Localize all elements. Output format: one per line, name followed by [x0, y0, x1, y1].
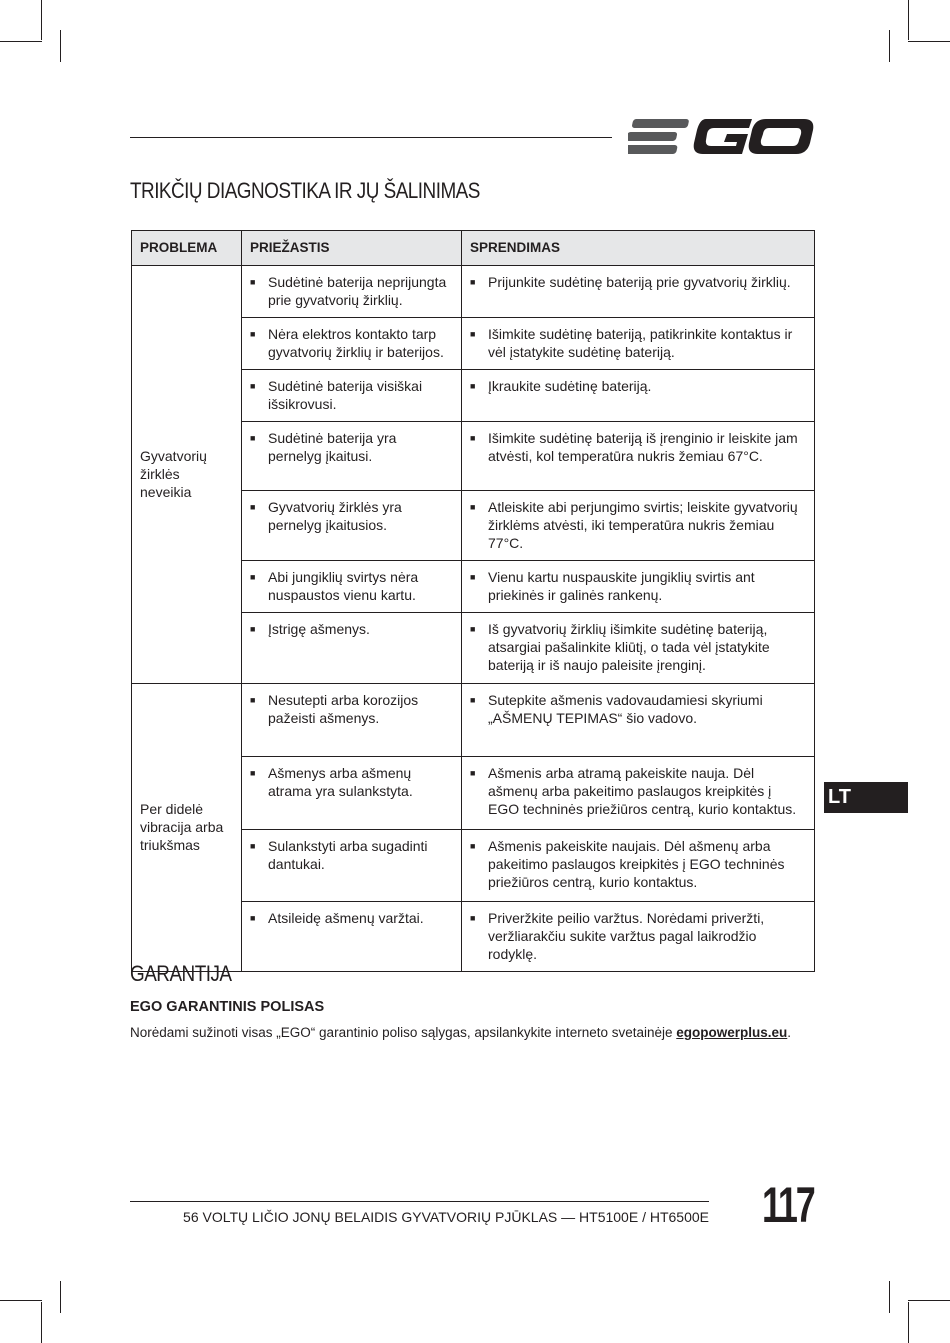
- bullet-icon: ■: [470, 381, 476, 391]
- solution-cell: ■ Išimkite sudėtinę bateriją, patikrinkite kontaktus ir vėl įstatykite sudėtinę bateriją.: [462, 318, 815, 370]
- bullet-icon: ■: [470, 913, 476, 923]
- cause-cell: ■ Įstrigę ašmenys.: [242, 613, 462, 684]
- cause-cell: ■ Sudėtinė baterija visiškai išsikrovusi.: [242, 370, 462, 422]
- bullet-icon: ■: [250, 841, 256, 851]
- bullet-icon: ■: [470, 768, 476, 778]
- bullet-icon: ■: [470, 277, 476, 287]
- bullet-icon: ■: [250, 329, 256, 339]
- bullet-icon: ■: [470, 624, 476, 634]
- table-header-row: [132, 231, 815, 266]
- cause-cell: ■ Nesutepti arba korozijos pažeisti ašmenys.: [242, 684, 462, 757]
- crop-mark: [889, 1281, 890, 1313]
- footer-rule: [130, 1201, 709, 1202]
- bullet-icon: ■: [250, 502, 256, 512]
- solution-cell: ■ Įkraukite sudėtinę bateriją.: [462, 370, 815, 422]
- warranty-text: Norėdami sužinoti visas „EGO“ garantinio poliso sąlygas, apsilankykite interneto svetainėje egopowerplus.eu.: [130, 1025, 792, 1040]
- crop-mark: [0, 1300, 42, 1301]
- cause-cell: ■ Sudėtinė baterija yra pernelyg įkaitusi.: [242, 422, 462, 491]
- crop-mark: [41, 1302, 42, 1343]
- bullet-icon: ■: [470, 433, 476, 443]
- solution-cell: ■ Ašmenis pakeiskite naujais. Dėl ašmenų arba pakeitimo paslaugos kreipkitės į EGO techninės priežiūros centrą, kurio kontaktus.: [462, 830, 815, 902]
- bullet-icon: ■: [250, 913, 256, 923]
- header-cause: PRIEŽASTIS: [242, 231, 462, 266]
- header-rule: [130, 137, 612, 138]
- cause-cell: ■ Abi jungiklių svirtys nėra nuspaustos vienu kartu.: [242, 561, 462, 613]
- solution-cell: ■ Ašmenis arba atramą pakeiskite nauja. Dėl ašmenų arba pakeitimo paslaugos kreipkitės į EGO techninės priežiūros centrą, kurio kontaktus.: [462, 757, 815, 830]
- warranty-link[interactable]: egopowerplus.eu: [676, 1025, 788, 1040]
- bullet-icon: ■: [250, 695, 256, 705]
- cause-cell: ■ Atsileidę ašmenų varžtai.: [242, 902, 462, 972]
- cause-cell: ■ Ašmenys arba ašmenų atrama yra sulankstyta.: [242, 757, 462, 830]
- solution-cell: ■ Išimkite sudėtinę bateriją iš įrenginio ir leiskite jam atvėsti, kol temperatūra nukris žemiau 67°C.: [462, 422, 815, 491]
- ego-logo: [628, 116, 814, 158]
- solution-cell: ■ Iš gyvatvorių žirklių išimkite sudėtinę bateriją, atsargiai pašalinkite kliūtį, o tada vėl įstatykite bateriją ir iš naujo paleisite įrenginį.: [462, 613, 815, 684]
- header-problem: PROBLEMA: [132, 231, 242, 266]
- crop-mark: [60, 30, 61, 62]
- troubleshooting-table: [131, 230, 815, 972]
- bullet-icon: ■: [250, 381, 256, 391]
- problem-cell: Per didelė vibracija arba triukšmas: [132, 684, 242, 972]
- bullet-icon: ■: [470, 502, 476, 512]
- cause-cell: ■ Nėra elektros kontakto tarp gyvatvorių žirklių ir baterijos.: [242, 318, 462, 370]
- page-number: 117: [762, 1177, 814, 1233]
- bullet-icon: ■: [250, 277, 256, 287]
- crop-mark: [908, 41, 950, 42]
- header-solution: SPRENDIMAS: [462, 231, 815, 266]
- cause-cell: ■ Gyvatvorių žirklės yra pernelyg įkaitusios.: [242, 491, 462, 561]
- footer-text: 56 VOLTŲ LIČIO JONŲ BELAIDIS GYVATVORIŲ PJŪKLAS — HT5100E / HT6500E: [183, 1209, 709, 1225]
- crop-mark: [60, 1281, 61, 1313]
- table-row: [132, 684, 815, 757]
- bullet-icon: ■: [250, 768, 256, 778]
- solution-cell: ■ Prijunkite sudėtinę bateriją prie gyvatvorių žirklių.: [462, 266, 815, 318]
- cause-cell: ■ Sudėtinė baterija neprijungta prie gyvatvorių žirklių.: [242, 266, 462, 318]
- table-row: [132, 266, 815, 318]
- warranty-subtitle: EGO GARANTINIS POLISAS: [130, 999, 325, 1015]
- solution-cell: ■ Atleiskite abi perjungimo svirtis; leiskite gyvatvorių žirklėms atvėsti, iki temperatūra nukris žemiau 77°C.: [462, 491, 815, 561]
- solution-cell: ■ Priveržkite peilio varžtus. Norėdami priveržti, veržliarakčiu sukite varžtus pagal laikrodžio rodyklę.: [462, 902, 815, 972]
- crop-mark: [908, 1302, 909, 1343]
- problem-cell: Gyvatvorių žirklės neveikia: [132, 266, 242, 684]
- language-tab: LT: [824, 782, 908, 813]
- crop-mark: [908, 0, 909, 40]
- solution-cell: ■ Vienu kartu nuspauskite jungiklių svirtis ant priekinės ir galinės rankenų.: [462, 561, 815, 613]
- bullet-icon: ■: [250, 433, 256, 443]
- bullet-icon: ■: [470, 695, 476, 705]
- bullet-icon: ■: [470, 572, 476, 582]
- bullet-icon: ■: [250, 624, 256, 634]
- cause-cell: ■ Sulankstyti arba sugadinti dantukai.: [242, 830, 462, 902]
- crop-mark: [41, 0, 42, 40]
- crop-mark: [889, 30, 890, 62]
- page-title: TRIKČIŲ DIAGNOSTIKA IR JŲ ŠALINIMAS: [130, 178, 480, 203]
- bullet-icon: ■: [250, 572, 256, 582]
- solution-cell: ■ Sutepkite ašmenis vadovaudamiesi skyriumi „AŠMENŲ TEPIMAS“ šio vadovo.: [462, 684, 815, 757]
- warranty-title: GARANTIJA: [130, 961, 232, 986]
- bullet-icon: ■: [470, 329, 476, 339]
- bullet-icon: ■: [470, 841, 476, 851]
- crop-mark: [0, 41, 42, 42]
- crop-mark: [908, 1300, 950, 1301]
